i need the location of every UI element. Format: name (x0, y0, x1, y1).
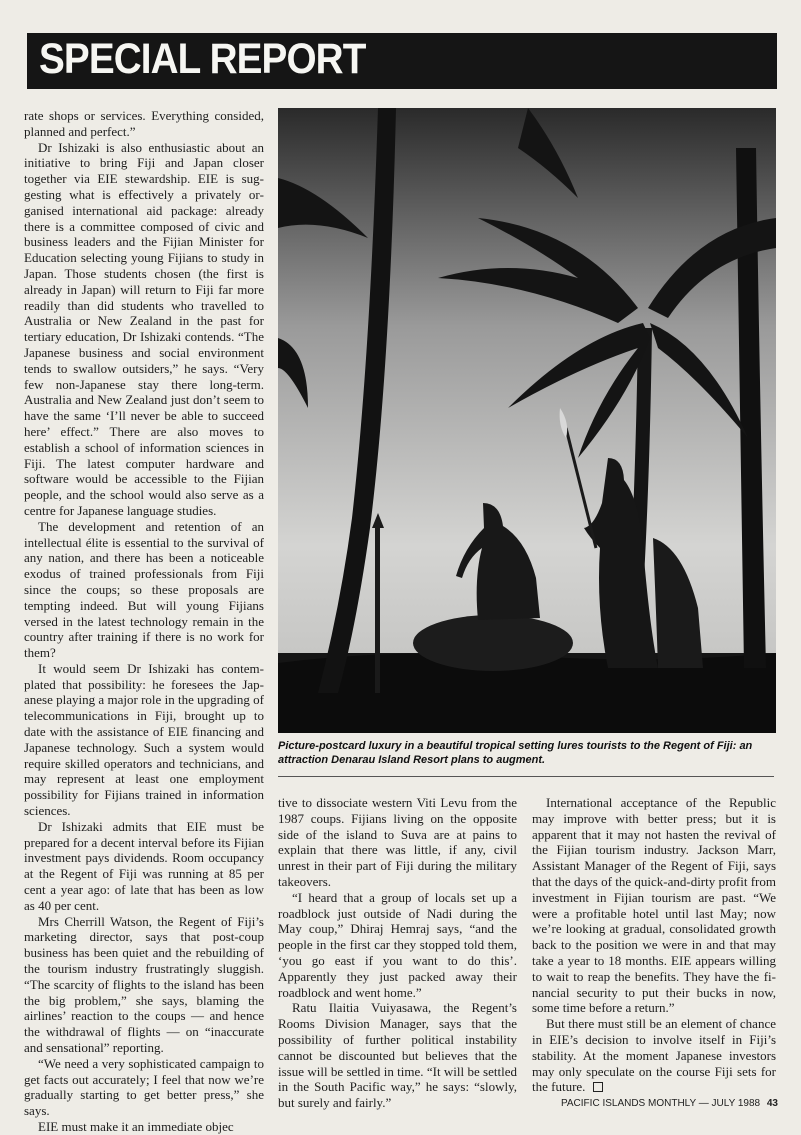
photo-caption: Picture-postcard luxury in a beautiful tropical setting lures tourists to the Regent of Fiji: an attraction Denarau Island Resort plans to augment. (278, 740, 753, 766)
end-mark-icon (593, 1082, 603, 1092)
paragraph: Dr Ishizaki admits that EIE must be prepared for a decent interval before its Fijian investment pays dividends. Room occupancy at the Regent of Fiji was running at 85 per cent a year ago: of late that has been as low as 40 per cent. (24, 818, 264, 913)
paragraph: tive to dissociate western Viti Levu from the 1987 coups. Fijians living on the opposite side of the island to Suva are at pains to explain that there was little, if any, civil unrest in their part of Fiji during the military takeovers. (278, 795, 517, 889)
publication-info: PACIFIC ISLANDS MONTHLY — JULY 1988 (560, 1098, 761, 1109)
paragraph: It would seem Dr Ishizaki has contemplated that possibility: he foresees the Japanese playing a major role in the upgrading of telecommunications in Fiji, brought up to date with the assistance of EIE financing and Japanese technology. Such a system would require skilled operators and technicians, and may represent at least one employment possibility for Fijians trained in information sciences. (24, 660, 264, 819)
paragraph: The development and retention of an intellectual élite is essential to the survival of any nation, and there has been a noticeable exodus of trained professionals from Fiji since the coups; so these proposals are tempting indeed. But will young Fijians versed in the latest technology remain in the country after training if there is no work for them? (24, 518, 264, 661)
section-title: SPECIAL REPORT (39, 35, 366, 83)
paragraph: Dr Ishizaki is also enthusiastic about an initiative to bring Fiji and Japan closer together via EIE stewardship. EIE is suggesting what is effectively a privately organised international aid package: already there is a committee composed of civic and business leaders and the Fijian Minister for Education selecting young Fijians to study in Japan. Those students chosen (the first is already in Japan) will return to Fiji far more readily than did students who travelled to Australia or New Zealand in the past for tertiary education, Dr Ishizaki contends. “The Japanese business and social environment tends to swallow outsiders,” he says. “Very few non-Japanese stay there long-term. Australia and New Zealand just don’t seem to have the same ‘I’ll never be able to succeed here’ effect.” There are also moves to establish a school of information sciences in Fiji. The latest computer hardware and software would be accessible to the Fijian people, and the school would also serve as a centre for Japanese language studies. (24, 139, 264, 518)
text-column-1 (24, 108, 264, 1135)
page-footer (560, 1098, 778, 1109)
paragraph: EIE must make it an immediate objec (38, 1119, 234, 1134)
paragraph: “We need a very sophisticated campaign to get facts out accurately; I feel that now we’re gradually starting to get better press,” she says. (24, 1055, 264, 1119)
section-banner (27, 33, 777, 89)
page-number: 43 (766, 1098, 778, 1109)
paragraph: Ratu Ilaitia Vuiyasawa, the Regent’s Rooms Division Manager, says that the possibility of further political instability cannot be discounted but believes that the issue will be settled in time. “It will be settled in the South Pacific way,” he says: “slowly, but surely and fairly.” (278, 1000, 517, 1111)
paragraph: Mrs Cherrill Watson, the Regent of Fiji’s marketing director, says that post-coup business has been quiet and the rebuilding of the tourism industry frustratingly sluggish. “The scarcity of flights to the island has been the big problem,” she says, blaming the airlines’ reaction to the coups — and hence the withdrawal of flights — on “inaccurate and sensational” reporting. (24, 913, 264, 1056)
paragraph-text: But there must still be an element of chance in EIE’s decision to involve itself in Fiji’s stability. At the moment Japanese investors may only speculate on the course Fiji sets for the future. (532, 1016, 776, 1095)
tropical-photo (278, 108, 776, 733)
paragraph: “I heard that a group of locals set up a roadblock just outside of Nadi during the May coup,” Dhiraj Hemraj says, “and the people in the first car they stopped told them, ‘you go east if you want to do this’. Apparently they just packed away their roadblock and went home.” (278, 889, 517, 1000)
paragraph: International acceptance of the Republic may improve with better press; but it is apparent that it may not hasten the revival of the Fijian tourism industry. Jackson Marr, Assistant Manager of the Regent of Fiji, says that the days of the quick-and-dirty profit from investment in Fijian tourism are past. “We were a profitable hotel until last May; now we’re looking at gradual, consolidated growth back to the position we were in and that may take a year to 18 months. EIE appears willing to wait to reap the benefits. They have the financial security to put their bucks in now, some time before a return.” (532, 795, 776, 1016)
caption-divider (278, 776, 774, 777)
paragraph: rate shops or services. Everything consided, planned and perfect.” (24, 108, 264, 139)
text-column-2 (278, 795, 517, 1111)
text-column-3 (532, 795, 776, 1095)
paragraph (532, 1016, 776, 1095)
palm-silhouette-illustration (278, 108, 776, 733)
